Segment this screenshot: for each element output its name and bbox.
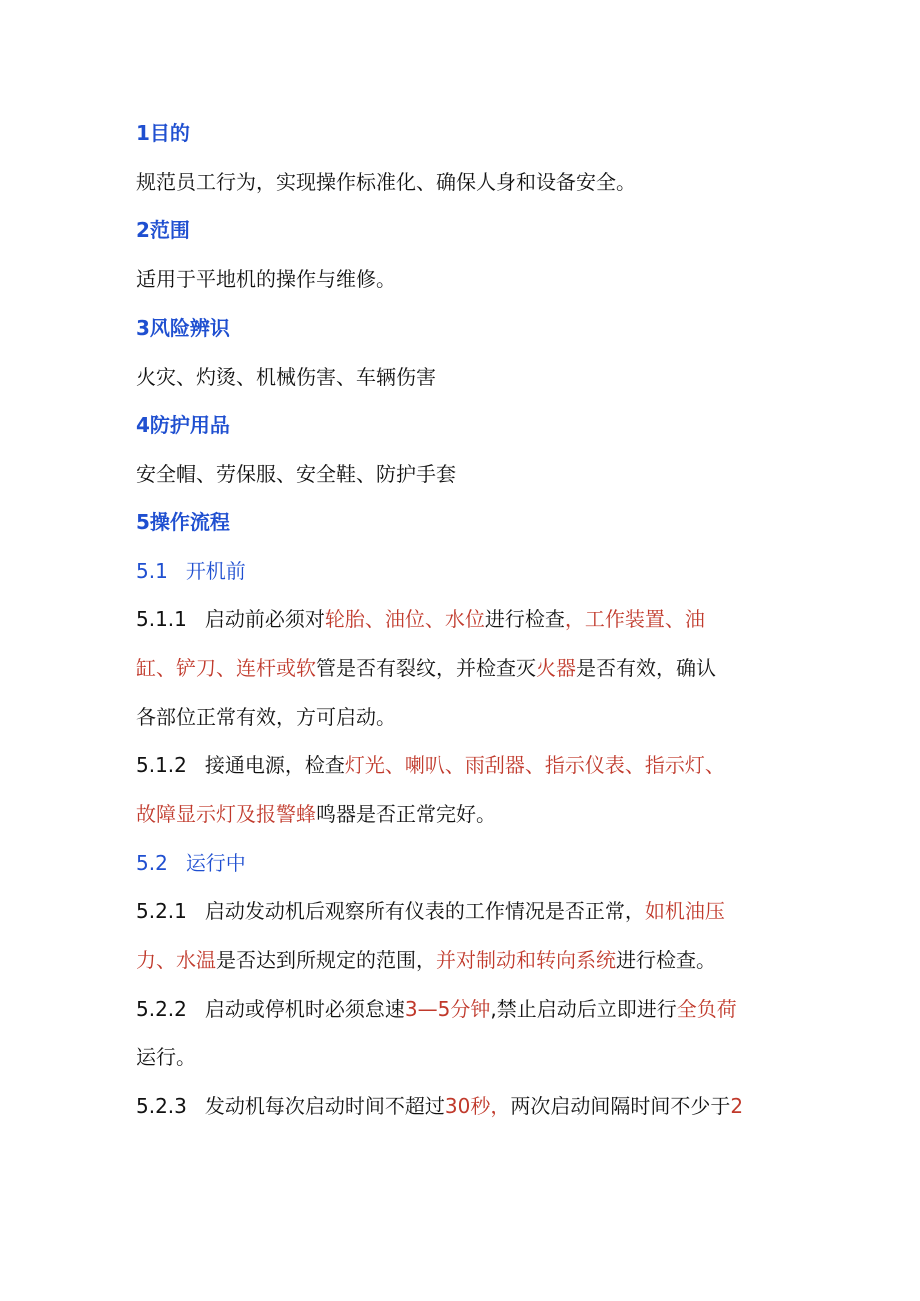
highlight-run: 灯光、喇叭、雨刮器、指示仪表、指示灯、 xyxy=(344,753,725,777)
item-number: 5.1.1 xyxy=(136,607,187,631)
highlight-run: 故障显示灯及报警蜂 xyxy=(136,802,316,826)
text-run: 启动或停机时必须怠速 xyxy=(204,997,405,1021)
section1-heading: 1目的 xyxy=(136,121,190,145)
text-run: ,禁止启动后立即进行 xyxy=(490,997,677,1021)
highlight-run: 力、水温 xyxy=(136,948,216,972)
subsection-number: 5.1 xyxy=(136,559,168,583)
item-5-1-2-line1 xyxy=(136,751,725,779)
item-5-1-1-line2 xyxy=(136,654,716,682)
section2-text: 适用于平地机的操作与维修。 xyxy=(136,267,396,291)
section3-heading: 3风险辨识 xyxy=(136,316,230,340)
text-run: 启动发动机后观察所有仪表的工作情况是否正常， xyxy=(204,899,645,923)
text-run: 接通电源，检查 xyxy=(204,753,345,777)
item-5-1-2-line2 xyxy=(136,800,496,828)
text-run: 是否达到所规定的范围， xyxy=(216,948,436,972)
item-number: 5.2.1 xyxy=(136,899,187,923)
section4-text: 安全帽、劳保服、安全鞋、防护手套 xyxy=(136,462,456,486)
section3-text: 火灾、灼烫、机械伤害、车辆伤害 xyxy=(136,365,436,389)
text-run: 启动前必须对 xyxy=(204,607,325,631)
highlight-run: 如机油压 xyxy=(644,899,725,923)
section5-heading: 5操作流程 xyxy=(136,510,230,534)
item-5-2-1-line2 xyxy=(136,946,716,974)
highlight-run: 3—5分钟 xyxy=(404,997,491,1021)
subsection-5-1 xyxy=(136,557,246,585)
text-run: 两次启动间隔时间不少于 xyxy=(510,1094,731,1118)
item-5-1-1-line3: 各部位正常有效，方可启动。 xyxy=(136,705,396,729)
item-5-1-1-line1 xyxy=(136,605,705,633)
highlight-run: 全负荷 xyxy=(676,997,737,1021)
item-number: 5.2.3 xyxy=(136,1094,187,1118)
highlight-run: 轮胎、油位、水位 xyxy=(324,607,485,631)
highlight-run: 火器 xyxy=(536,656,576,680)
subsection-title: 开机前 xyxy=(185,559,246,583)
item-5-2-2-line2: 运行。 xyxy=(136,1045,196,1069)
text-run: 管是否有裂纹，并检查灭 xyxy=(316,656,536,680)
highlight-run: 并对制动和转向系统 xyxy=(436,948,616,972)
item-5-2-3-line1 xyxy=(136,1092,743,1120)
text-run: 发动机每次启动时间不超过 xyxy=(204,1094,445,1118)
text-run: 进行检查 xyxy=(484,607,565,631)
section2-heading: 2范围 xyxy=(136,218,190,242)
text-run: 鸣器是否正常完好。 xyxy=(316,802,496,826)
highlight-run: 缸、铲刀、连杆或软 xyxy=(136,656,316,680)
section1-text: 规范员工行为，实现操作标准化、确保人身和设备安全。 xyxy=(136,170,636,194)
subsection-number: 5.2 xyxy=(136,851,168,875)
highlight-run: 30秒， xyxy=(444,1094,511,1118)
subsection-title: 运行中 xyxy=(185,851,246,875)
item-5-2-2-line1 xyxy=(136,995,737,1023)
highlight-run: ，工作装置、油 xyxy=(564,607,705,631)
item-number: 5.2.2 xyxy=(136,997,187,1021)
text-run: 进行检查。 xyxy=(616,948,716,972)
section4-heading: 4防护用品 xyxy=(136,413,230,437)
item-number: 5.1.2 xyxy=(136,753,187,777)
text-run: 是否有效，确认 xyxy=(576,656,716,680)
highlight-run: 2 xyxy=(730,1094,744,1118)
subsection-5-2 xyxy=(136,849,246,877)
item-5-2-1-line1 xyxy=(136,897,725,925)
